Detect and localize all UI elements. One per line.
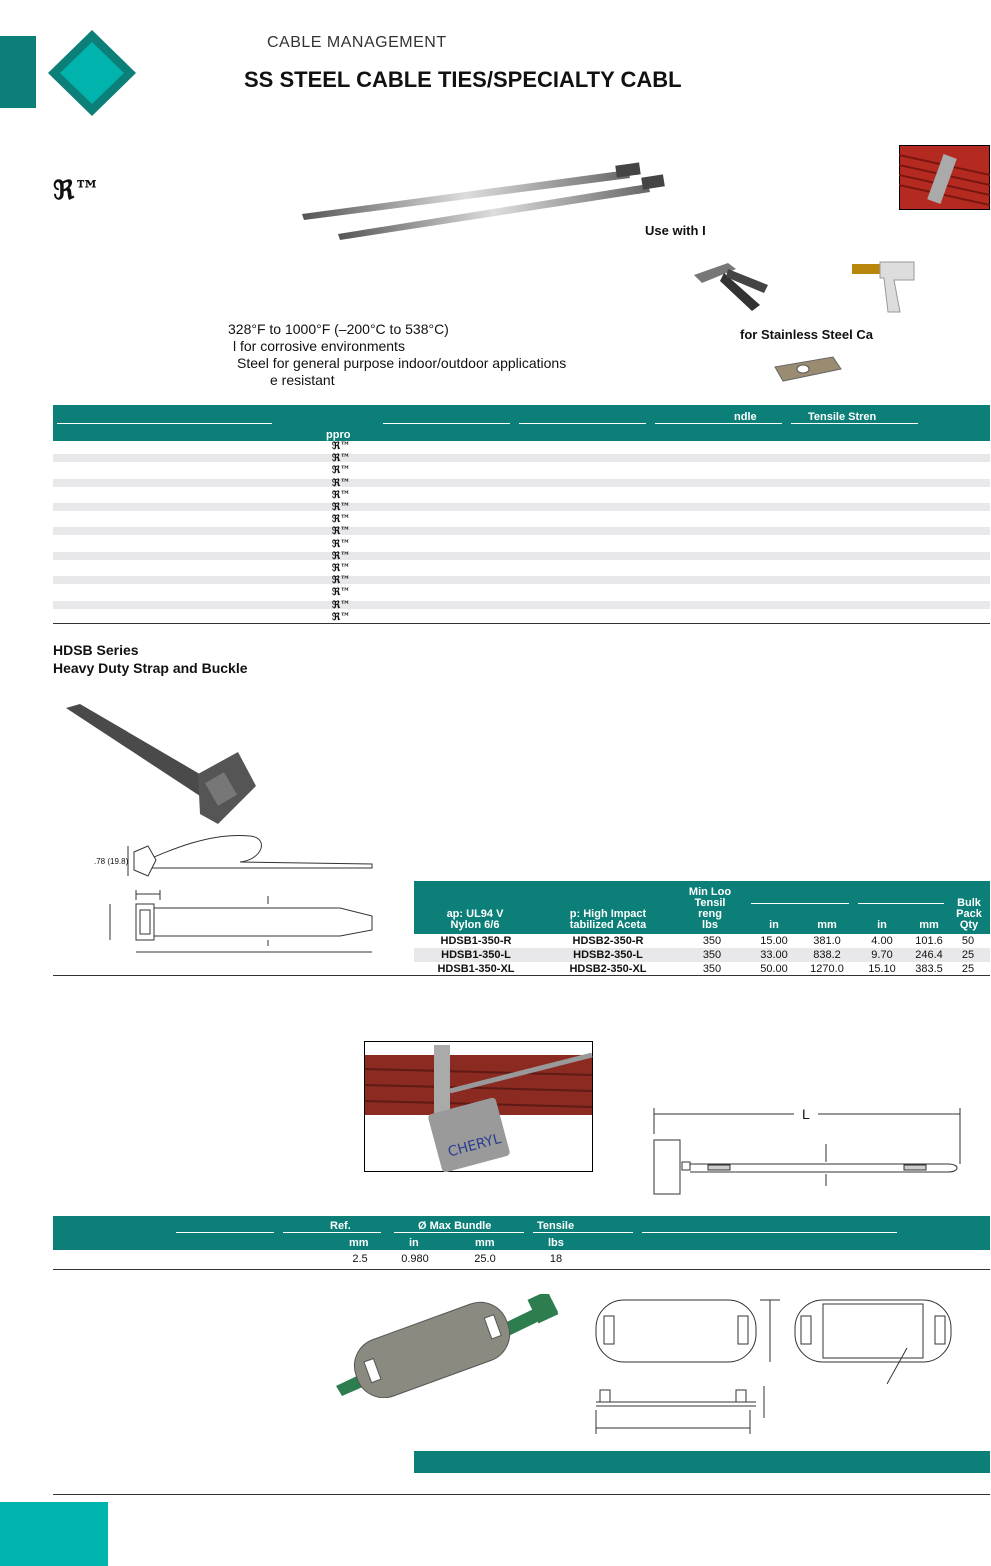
hdsb-bottom-rule: [53, 975, 990, 976]
hdsb-cell-mm1: 838.2: [813, 949, 841, 961]
ul-listed-icon: ℜ™: [332, 489, 351, 501]
buckle-clip-image: [773, 353, 843, 387]
marker-cell-mm: 25.0: [474, 1253, 496, 1265]
hdsb-cell-mm2: 101.6: [915, 935, 943, 947]
hdsb-cell-p1: HDSB1-350-L: [441, 949, 511, 961]
hdsb-h-col1a: ap: UL94 V: [446, 908, 504, 920]
ss-table-bottom-rule: [53, 623, 990, 624]
table-row-stripe: [53, 479, 990, 487]
hdsb-cell-p2: HDSB2-350-R: [572, 935, 644, 947]
use-with-label: Use with I: [645, 223, 706, 238]
hdsb-cell-qty: 50: [961, 935, 975, 947]
hdsb-h-col3d: lbs: [702, 919, 718, 931]
hdsb-cell-mm1: 381.0: [813, 935, 841, 947]
feature-line-3: Steel for general purpose indoor/outdoor applications: [237, 355, 567, 371]
marker-h-mm: mm: [349, 1237, 369, 1249]
hdsb-h-in1: in: [769, 919, 779, 931]
hdsb-cell-in1: 50.00: [760, 963, 788, 975]
ul-listed-icon: ℜ™: [332, 611, 351, 623]
hdsb-cell-qty: 25: [961, 963, 975, 975]
marker-plate-image: [332, 1294, 560, 1398]
ul-listed-icon: ℜ™: [332, 514, 351, 526]
ul-logo: ℜ™: [53, 176, 101, 206]
hdsb-cell-mm1: 1270.0: [810, 963, 844, 975]
page-bottom-rule: [53, 1494, 990, 1495]
hdsb-cell-mm2: 246.4: [915, 949, 943, 961]
hdsb-cell-in1: 15.00: [760, 935, 788, 947]
hdsb-cell-lbs: 350: [702, 949, 722, 961]
ul-listed-icon: ℜ™: [332, 453, 351, 465]
hdsb-h-mm1: mm: [817, 919, 837, 931]
header-tensile: Tensile Stren: [808, 411, 877, 423]
hdsb-cell-p1: HDSB1-350-R: [440, 935, 512, 947]
hdsb-cell-in2: 9.70: [871, 949, 893, 961]
ul-listed-icon: ℜ™: [332, 563, 351, 574]
marker-name-text: CHERYL: [446, 1130, 503, 1161]
hdsb-h-col1b: Nylon 6/6: [450, 919, 500, 931]
dim-L-label: L: [802, 1106, 810, 1122]
steel-ties-image: [298, 160, 670, 242]
ul-listed-icon: ℜ™: [332, 599, 351, 611]
hdsb-top-drawing: [90, 830, 380, 880]
table-row-stripe: [53, 552, 990, 560]
marker-h-bundle: Ø Max Bundle: [418, 1220, 492, 1232]
hdsb-cell-p1: HDSB1-350-XL: [437, 963, 515, 975]
ul-listed-icon: ℜ™: [332, 477, 351, 489]
category-label: CABLE MANAGEMENT: [267, 34, 447, 51]
header-approval: ppro: [326, 429, 351, 441]
hdsb-dim-label: .78 (19.8): [94, 857, 129, 866]
table-row-stripe: [53, 453, 990, 465]
header-bundle: ndle: [734, 411, 757, 423]
tie-gun-image: [850, 258, 916, 314]
table-row-stripe: [53, 526, 990, 538]
marker-cell-ref-mm: 2.5: [352, 1253, 368, 1265]
page-title: SS STEEL CABLE TIES/SPECIALTY CABL: [244, 67, 682, 92]
hdsb-h-mm2: mm: [919, 919, 939, 931]
ul-listed-icon: ℜ™: [332, 550, 351, 562]
feature-line-4: e resistant: [270, 372, 335, 388]
marker-h-in: in: [409, 1237, 419, 1249]
hdsb-h-col3c: reng: [698, 908, 722, 920]
marker-h-ref: Ref.: [330, 1220, 351, 1232]
tool-label: for Stainless Steel Ca: [740, 327, 873, 342]
hdsb-cell-in2: 4.00: [871, 935, 893, 947]
hdsb-h-col3b: Tensil: [694, 897, 726, 909]
red-bundle-photo: [899, 145, 990, 210]
marker-h-lbs: lbs: [548, 1237, 564, 1249]
hdsb-h-col3a: Min Loo: [688, 886, 732, 898]
marker-tie-photo: [364, 1041, 593, 1172]
hdsb-h-col2a: p: High Impact: [569, 908, 647, 920]
hdsb-cell-lbs: 350: [702, 963, 722, 975]
hdsb-h-in2: in: [877, 919, 887, 931]
hdsb-h-bulk-a: Bulk: [957, 897, 981, 909]
marker-plate-drawing-2: [793, 1298, 955, 1388]
ul-listed-icon: ℜ™: [332, 465, 351, 477]
feature-line-2: l for corrosive environments: [233, 338, 405, 354]
marker-table-header-2: [414, 1451, 990, 1473]
hdsb-cell-in1: 33.00: [760, 949, 788, 961]
ul-listed-icon: ℜ™: [332, 526, 351, 538]
table-row-stripe: [53, 601, 990, 609]
footer-accent-block: [0, 1502, 108, 1566]
ul-listed-icon: ℜ™: [332, 441, 351, 452]
diamond-logo-icon: [46, 28, 138, 118]
marker-cell-lbs: 18: [549, 1253, 563, 1265]
marker-plate-drawing-1: [594, 1298, 784, 1438]
hdsb-h-col2b: tabilized Aceta: [569, 919, 647, 931]
ul-listed-icon: ℜ™: [332, 575, 351, 587]
marker-table-header: [53, 1216, 990, 1250]
hdsb-cell-in2: 15.10: [868, 963, 896, 975]
hdsb-side-drawing: [100, 886, 380, 958]
hdsb-h-bulk-c: Qty: [959, 919, 979, 931]
hdsb-cell-p2: HDSB2-350-L: [573, 949, 643, 961]
left-accent-bar: [0, 36, 36, 108]
ul-listed-icon: ℜ™: [332, 538, 351, 550]
hdsb-cell-p2: HDSB2-350-XL: [569, 963, 647, 975]
hdsb-h-bulk-b: Pack: [956, 908, 982, 920]
hdsb-cell-qty: 25: [961, 949, 975, 961]
hdsb-cell-mm2: 383.5: [915, 963, 943, 975]
feature-line-1: 328°F to 1000°F (–200°C to 538°C): [228, 321, 449, 337]
hdsb-cell-lbs: 350: [702, 935, 722, 947]
ul-listed-icon: ℜ™: [332, 502, 351, 513]
ul-listed-icon: ℜ™: [332, 587, 351, 599]
marker-h-mm2: mm: [475, 1237, 495, 1249]
table-row-stripe: [53, 503, 990, 511]
marker-h-tensile: Tensile: [537, 1220, 575, 1232]
table-row-stripe: [53, 575, 990, 587]
marker-cell-in: 0.980: [401, 1253, 429, 1265]
marker-bottom-rule: [53, 1269, 990, 1270]
hdsb-strap-image: [60, 700, 260, 830]
tensioning-tool-image: [688, 255, 772, 315]
hdsb-title: HDSB Series: [53, 642, 139, 658]
hdsb-subtitle: Heavy Duty Strap and Buckle: [53, 660, 248, 676]
